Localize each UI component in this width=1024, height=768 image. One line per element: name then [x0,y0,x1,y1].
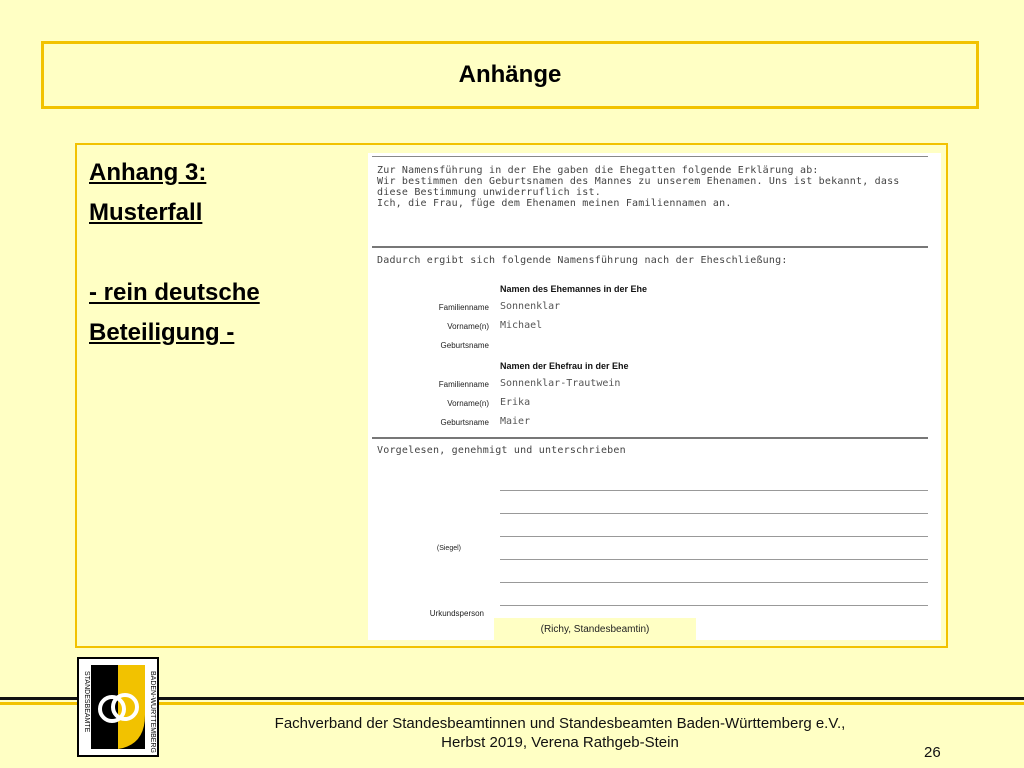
official-label: Urkundsperson [429,609,484,618]
declaration-line-1: Zur Namensführung in der Ehe gaben die Ehegatten folgende Erklärung ab: [377,165,819,176]
svg-text:BADEN-WÜRTTEMBERG: BADEN-WÜRTTEMBERG [149,671,156,753]
svg-text:STANDESBEAMTE: STANDESBEAMTE [83,671,90,733]
husband-firstname-value: Michael [500,320,543,331]
declaration-line-4: Ich, die Frau, füge dem Ehenamen meinen Familiennamen an. [377,198,732,209]
result-heading: Dadurch ergibt sich folgende Namensführung nach der Eheschließung: [377,255,788,266]
divider [372,437,928,439]
signature-line [500,536,928,537]
declaration-line-2: Wir bestimmen den Geburtsnamen des Mannes zu unserem Ehenamen. Uns ist bekannt, dass [377,176,900,187]
title-box [41,41,979,109]
signature-line [500,490,928,491]
wife-firstname-value: Erika [500,397,531,408]
content-box [75,143,948,648]
wife-surname-value: Sonnenklar-Trautwein [500,378,621,389]
husband-firstname-label: Vorname(n) [447,322,489,331]
declaration-line-3: diese Bestimmung unwiderruflich ist. [377,187,601,198]
slide-subtitle [89,153,349,353]
signature-line [500,559,928,560]
page-number: 26 [924,744,941,761]
subtitle-line-1: Anhang 3: [89,159,207,186]
subtitle-line-4: Beteiligung - [89,319,235,346]
page-title: Anhänge [458,61,562,88]
seal-label: (Siegel) [436,545,461,552]
signature-line [500,605,928,606]
association-logo [77,657,159,757]
closing-text: Vorgelesen, genehmigt und unterschrieben [377,445,626,456]
footer-line-2: Herbst 2019, Verena Rathgeb-Stein [441,734,679,751]
husband-surname-label: Familienname [438,303,489,312]
footer-line-1: Fachverband der Standesbeamtinnen und Standesbeamten Baden-Württemberg e.V., [274,715,846,732]
wife-surname-label: Familienname [438,380,489,389]
subtitle-line-3: - rein deutsche [89,279,260,306]
husband-heading: Namen des Ehemannes in der Ehe [500,284,648,294]
wife-firstname-label: Vorname(n) [447,399,489,408]
divider [372,156,928,157]
image-caption: (Richy, Standesbeamtin) [494,618,696,640]
document-excerpt [368,153,941,640]
subtitle-line-2: Musterfall [89,199,203,226]
divider [372,246,928,248]
husband-surname-value: Sonnenklar [500,301,561,312]
wife-birthname-value: Maier [500,416,531,427]
wife-birthname-label: Geburtsname [440,418,489,427]
wife-heading: Namen der Ehefrau in der Ehe [500,361,629,371]
footer-text [170,714,950,752]
signature-line [500,582,928,583]
husband-birthname-label: Geburtsname [440,341,489,350]
signature-line [500,513,928,514]
